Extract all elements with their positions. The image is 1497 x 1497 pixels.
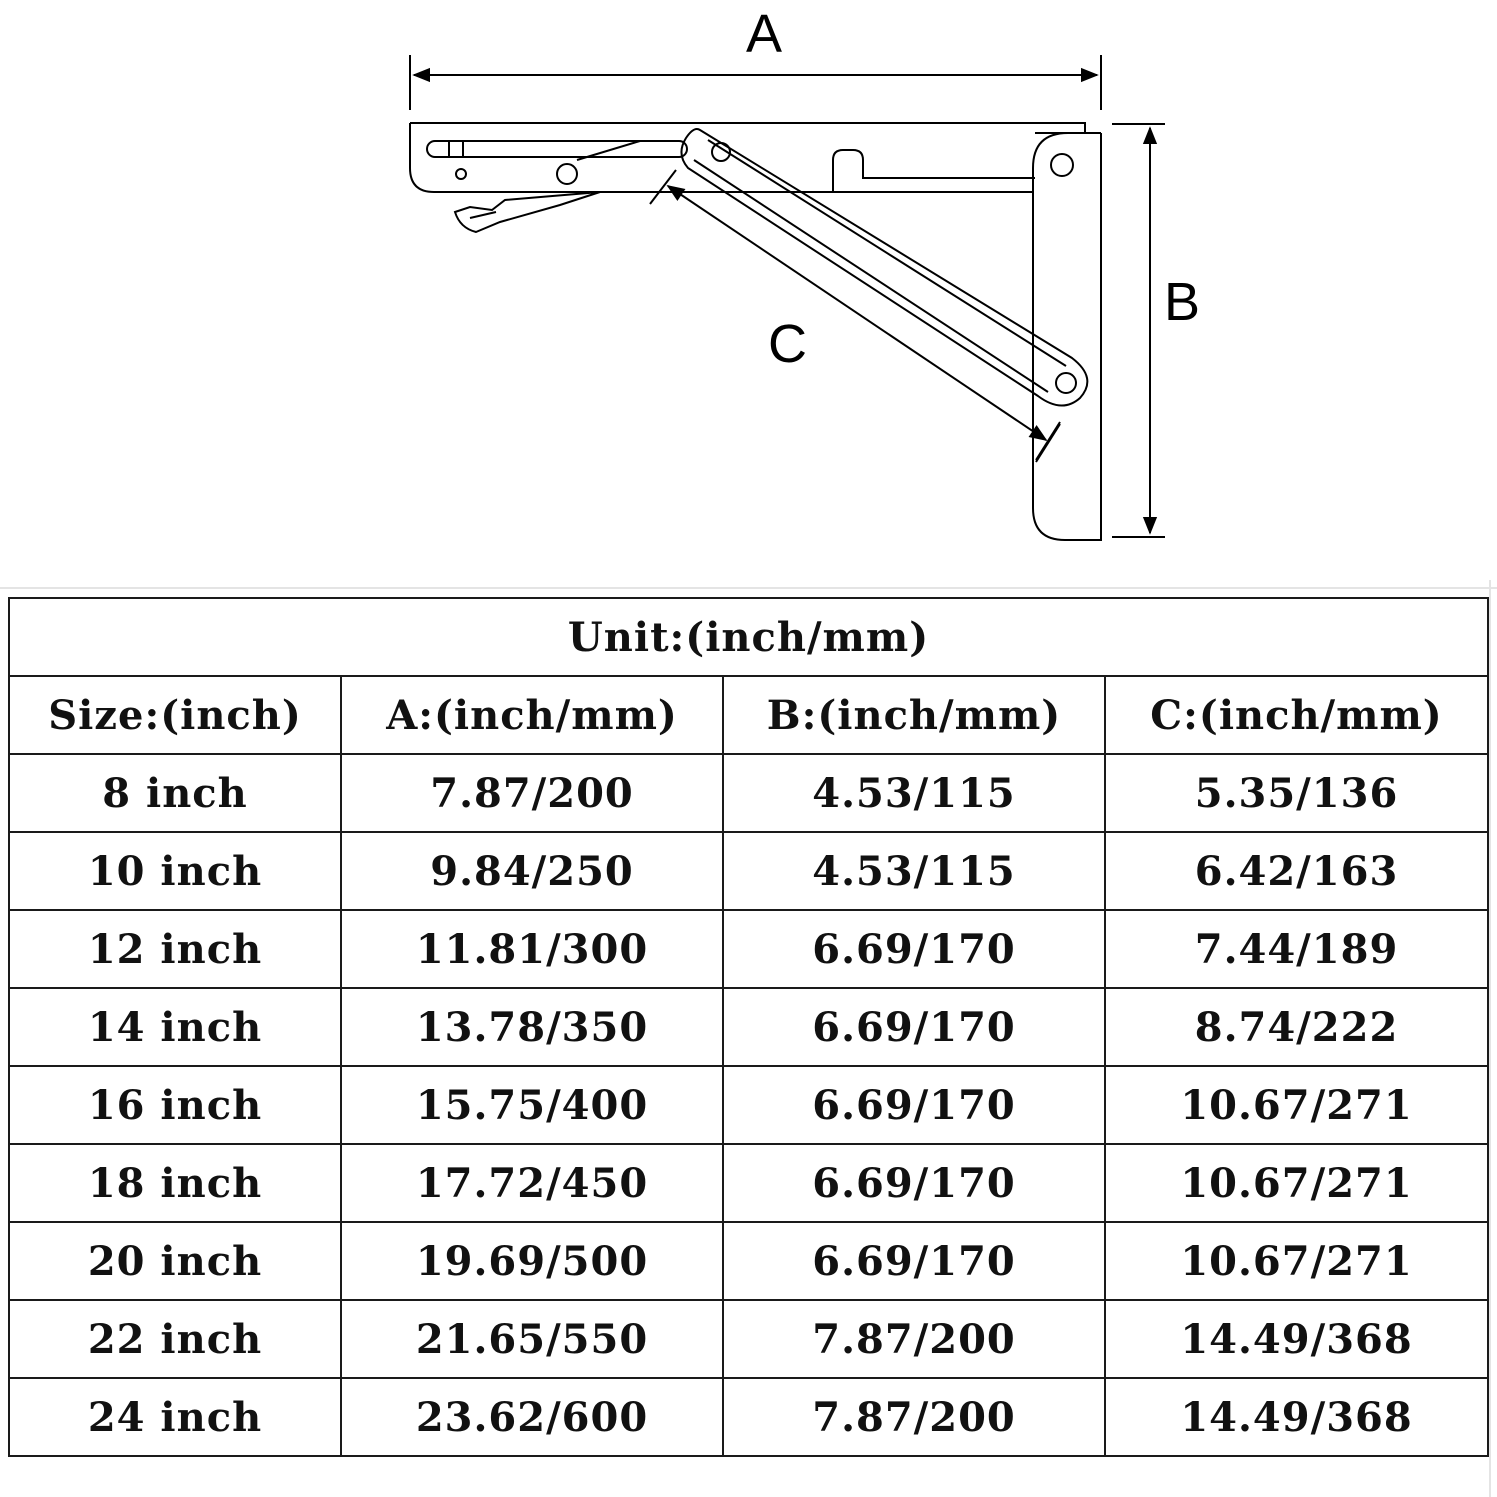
cell-a: 21.65/550 bbox=[341, 1300, 723, 1378]
size-table-container bbox=[8, 597, 1487, 1457]
table-row bbox=[9, 1378, 1488, 1456]
cell-size: 18 inch bbox=[9, 1144, 341, 1222]
dimension-a bbox=[410, 4, 1101, 110]
cell-a: 11.81/300 bbox=[341, 910, 723, 988]
cell-size: 14 inch bbox=[9, 988, 341, 1066]
dimension-b bbox=[1112, 124, 1200, 537]
unit-title: Unit:(inch/mm) bbox=[9, 598, 1488, 676]
cell-b: 4.53/115 bbox=[723, 754, 1105, 832]
cell-b: 6.69/170 bbox=[723, 1144, 1105, 1222]
header-a: A:(inch/mm) bbox=[341, 676, 723, 754]
bracket-diagonal-brace bbox=[681, 129, 1087, 406]
table-title-row bbox=[9, 598, 1488, 676]
cell-a: 7.87/200 bbox=[341, 754, 723, 832]
bracket-vertical-plate bbox=[1033, 133, 1101, 540]
cell-b: 7.87/200 bbox=[723, 1378, 1105, 1456]
cell-b: 6.69/170 bbox=[723, 1066, 1105, 1144]
cell-c: 7.44/189 bbox=[1105, 910, 1488, 988]
cell-c: 10.67/271 bbox=[1105, 1144, 1488, 1222]
grid-guide-top bbox=[0, 587, 1497, 589]
label-b: B bbox=[1164, 272, 1201, 332]
header-c: C:(inch/mm) bbox=[1105, 676, 1488, 754]
cell-c: 10.67/271 bbox=[1105, 1066, 1488, 1144]
size-table bbox=[8, 597, 1489, 1457]
bracket-diagram bbox=[0, 0, 1497, 580]
cell-size: 24 inch bbox=[9, 1378, 341, 1456]
dimension-c bbox=[650, 170, 1060, 462]
cell-a: 19.69/500 bbox=[341, 1222, 723, 1300]
header-size: Size:(inch) bbox=[9, 676, 341, 754]
cell-size: 12 inch bbox=[9, 910, 341, 988]
table-row bbox=[9, 1300, 1488, 1378]
cell-c: 5.35/136 bbox=[1105, 754, 1488, 832]
grid-guide-right bbox=[1489, 580, 1491, 1497]
label-a: A bbox=[746, 4, 783, 64]
cell-b: 6.69/170 bbox=[723, 988, 1105, 1066]
label-c: C bbox=[768, 314, 807, 374]
cell-c: 6.42/163 bbox=[1105, 832, 1488, 910]
table-row bbox=[9, 832, 1488, 910]
cell-b: 4.53/115 bbox=[723, 832, 1105, 910]
cell-size: 22 inch bbox=[9, 1300, 341, 1378]
cell-size: 8 inch bbox=[9, 754, 341, 832]
bracket-horizontal-arm bbox=[410, 123, 1085, 232]
table-header-row bbox=[9, 676, 1488, 754]
cell-size: 10 inch bbox=[9, 832, 341, 910]
cell-a: 9.84/250 bbox=[341, 832, 723, 910]
cell-c: 14.49/368 bbox=[1105, 1300, 1488, 1378]
cell-b: 6.69/170 bbox=[723, 1222, 1105, 1300]
cell-size: 16 inch bbox=[9, 1066, 341, 1144]
table-row bbox=[9, 1222, 1488, 1300]
table-row bbox=[9, 1144, 1488, 1222]
table-row bbox=[9, 754, 1488, 832]
cell-a: 17.72/450 bbox=[341, 1144, 723, 1222]
header-b: B:(inch/mm) bbox=[723, 676, 1105, 754]
cell-c: 14.49/368 bbox=[1105, 1378, 1488, 1456]
cell-a: 13.78/350 bbox=[341, 988, 723, 1066]
cell-b: 7.87/200 bbox=[723, 1300, 1105, 1378]
cell-a: 23.62/600 bbox=[341, 1378, 723, 1456]
cell-c: 10.67/271 bbox=[1105, 1222, 1488, 1300]
cell-a: 15.75/400 bbox=[341, 1066, 723, 1144]
cell-size: 20 inch bbox=[9, 1222, 341, 1300]
table-row bbox=[9, 910, 1488, 988]
table-row bbox=[9, 1066, 1488, 1144]
cell-c: 8.74/222 bbox=[1105, 988, 1488, 1066]
table-row bbox=[9, 988, 1488, 1066]
cell-b: 6.69/170 bbox=[723, 910, 1105, 988]
